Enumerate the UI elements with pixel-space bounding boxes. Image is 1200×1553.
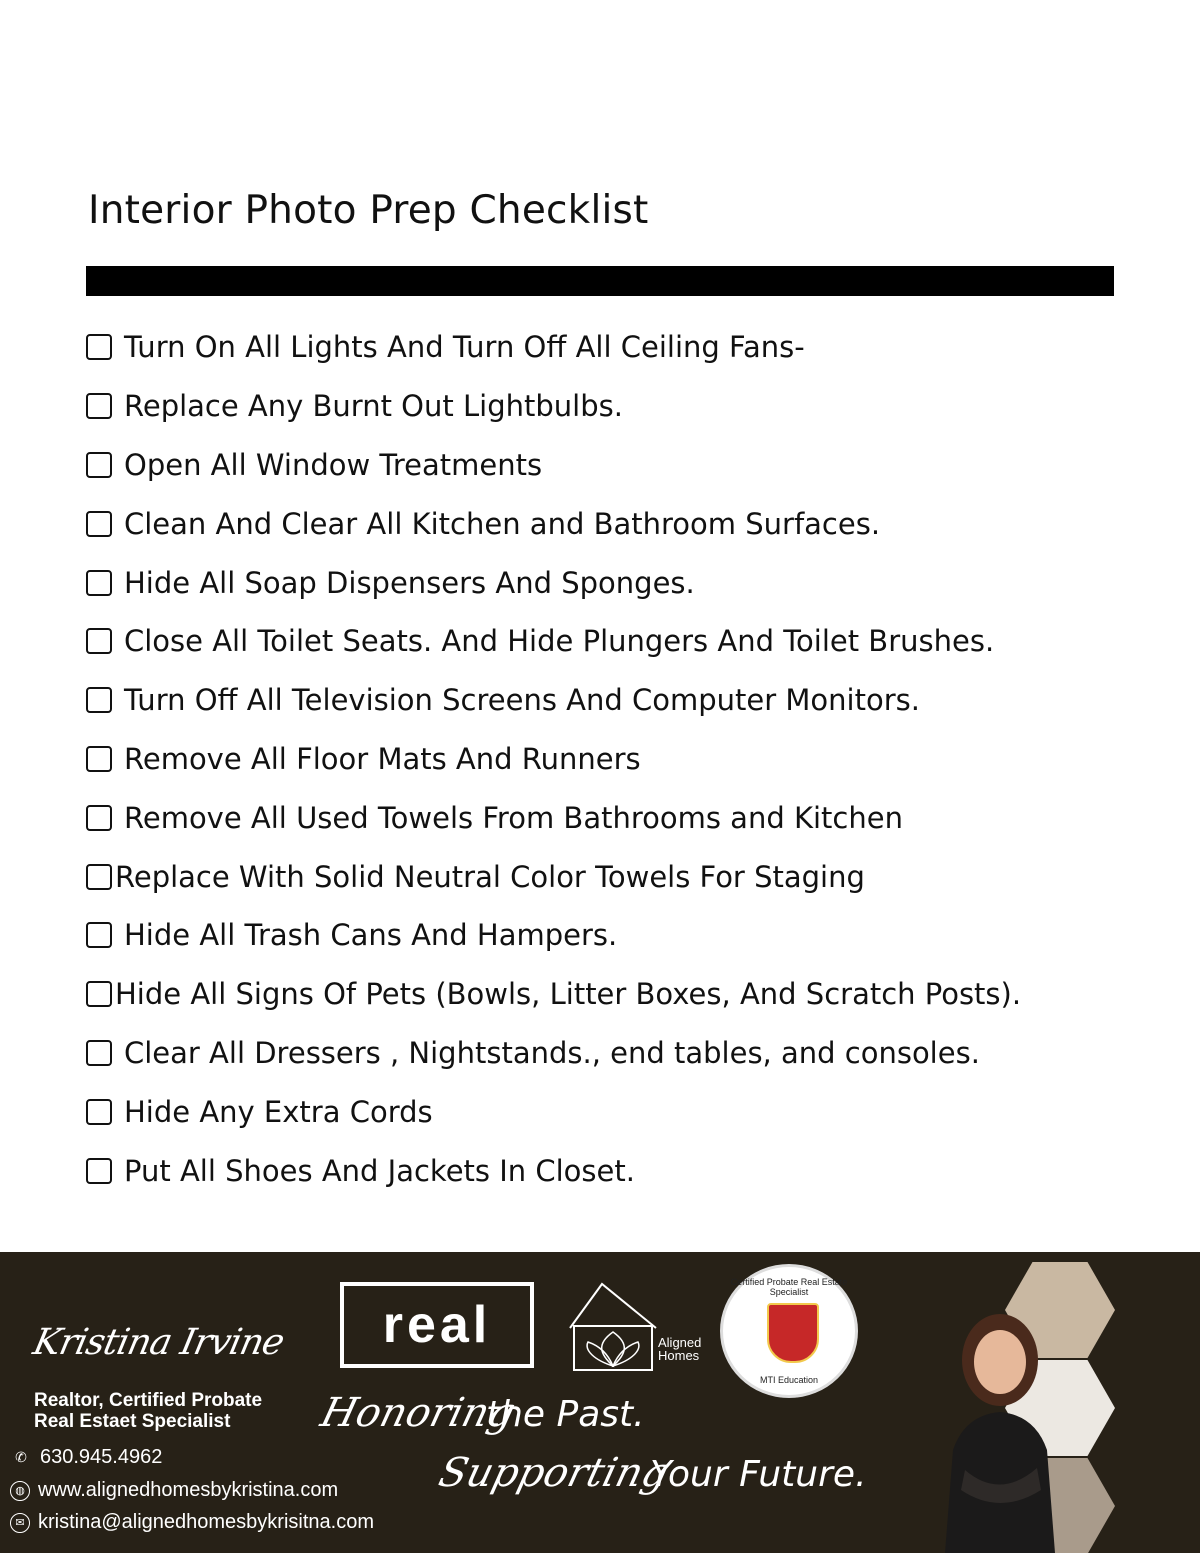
seal-top-text: Certified Probate Real Estate Specialist bbox=[730, 1277, 848, 1297]
footer-banner bbox=[0, 1252, 1200, 1553]
checkbox[interactable] bbox=[86, 864, 112, 890]
email-link: kristina@alignedhomesbykrisitna.com bbox=[38, 1511, 374, 1533]
checklist-item-label: Replace With Solid Neutral Color Towels For Staging bbox=[115, 859, 865, 894]
checklist-item-label: Hide Any Extra Cords bbox=[124, 1094, 433, 1129]
checkbox[interactable] bbox=[86, 393, 112, 419]
agent-role-line: Real Estaet Specialist bbox=[34, 1411, 231, 1432]
checklist bbox=[86, 318, 1186, 1200]
crest-icon bbox=[767, 1303, 819, 1363]
agent-portrait bbox=[925, 1300, 1075, 1553]
checklist-item bbox=[86, 318, 1186, 377]
phone-contact[interactable] bbox=[10, 1446, 162, 1469]
mail-icon: ✉ bbox=[10, 1513, 30, 1533]
checklist-item bbox=[86, 436, 1186, 495]
checklist-item-label: Close All Toilet Seats. And Hide Plungers And Toilet Brushes. bbox=[124, 624, 995, 659]
checklist-item bbox=[86, 1141, 1186, 1200]
checkbox[interactable] bbox=[86, 805, 112, 831]
checklist-item-label: Hide All Soap Dispensers And Sponges. bbox=[124, 565, 695, 600]
checklist-item bbox=[86, 788, 1186, 847]
tagline-script-2: Supporting bbox=[434, 1450, 674, 1496]
aligned-text-line: Aligned bbox=[658, 1335, 702, 1350]
checkbox[interactable] bbox=[86, 922, 112, 948]
checklist-item bbox=[86, 671, 1186, 730]
checklist-item-label: Turn On All Lights And Turn Off All Ceiling Fans- bbox=[124, 330, 805, 365]
checkbox[interactable] bbox=[86, 981, 112, 1007]
aligned-homes-text bbox=[658, 1336, 701, 1362]
checklist-item-label: Open All Window Treatments bbox=[124, 447, 543, 482]
aligned-homes-logo bbox=[560, 1280, 710, 1378]
checklist-item-label: Remove All Floor Mats And Runners bbox=[124, 741, 641, 776]
checklist-item bbox=[86, 965, 1186, 1024]
checkbox[interactable] bbox=[86, 746, 112, 772]
page-title: Interior Photo Prep Checklist bbox=[88, 188, 649, 233]
checklist-item-label: Clear All Dressers , Nightstands., end tables, and consoles. bbox=[124, 1035, 980, 1070]
checkbox[interactable] bbox=[86, 1040, 112, 1066]
checkbox[interactable] bbox=[86, 628, 112, 654]
checkbox[interactable] bbox=[86, 687, 112, 713]
checkbox[interactable] bbox=[86, 1099, 112, 1125]
checklist-item bbox=[86, 494, 1186, 553]
agent-role-line: Realtor, Certified Probate bbox=[34, 1390, 263, 1411]
agent-photo bbox=[905, 1252, 1200, 1553]
checklist-item-label: Remove All Used Towels From Bathrooms and Kitchen bbox=[124, 800, 903, 835]
checklist-item bbox=[86, 1024, 1186, 1083]
checklist-item-label: Put All Shoes And Jackets In Closet. bbox=[124, 1153, 635, 1188]
aligned-text-line: Homes bbox=[658, 1348, 700, 1363]
certification-seal bbox=[720, 1264, 858, 1398]
seal-bottom-text: MTI Education bbox=[759, 1375, 819, 1385]
tagline-script-1: Honoring bbox=[316, 1390, 520, 1436]
brokerage-logo: real bbox=[340, 1282, 534, 1368]
checkbox[interactable] bbox=[86, 1158, 112, 1184]
checklist-item bbox=[86, 906, 1186, 965]
agent-signature: Kristina Irvine bbox=[29, 1322, 288, 1363]
checklist-item bbox=[86, 847, 1186, 906]
checklist-item-label: Turn Off All Television Screens And Computer Monitors. bbox=[124, 683, 920, 718]
checkbox[interactable] bbox=[86, 452, 112, 478]
phone-number: 630.945.4962 bbox=[40, 1446, 163, 1468]
checklist-item-label: Clean And Clear All Kitchen and Bathroom Surfaces. bbox=[124, 506, 881, 541]
tagline-2: Your Future. bbox=[650, 1454, 867, 1495]
globe-icon: ◍ bbox=[10, 1481, 30, 1501]
checklist-item bbox=[86, 612, 1186, 671]
checklist-item bbox=[86, 553, 1186, 612]
website-link: www.alignedhomesbykristina.com bbox=[38, 1479, 339, 1501]
checklist-item-label: Hide All Signs Of Pets (Bowls, Litter Boxes, And Scratch Posts). bbox=[115, 977, 1022, 1012]
checklist-item bbox=[86, 1082, 1186, 1141]
checkbox[interactable] bbox=[86, 570, 112, 596]
checklist-item bbox=[86, 730, 1186, 789]
phone-icon: ✆ bbox=[15, 1449, 27, 1465]
checklist-item bbox=[86, 377, 1186, 436]
title-divider-bar bbox=[86, 266, 1114, 296]
tagline-1: the Past. bbox=[486, 1394, 645, 1435]
checklist-item-label: Replace Any Burnt Out Lightbulbs. bbox=[124, 389, 623, 424]
email-contact[interactable] bbox=[10, 1511, 374, 1534]
website-contact[interactable] bbox=[10, 1479, 338, 1502]
checkbox[interactable] bbox=[86, 511, 112, 537]
agent-role bbox=[34, 1390, 262, 1432]
checklist-item-label: Hide All Trash Cans And Hampers. bbox=[124, 918, 618, 953]
checkbox[interactable] bbox=[86, 334, 112, 360]
